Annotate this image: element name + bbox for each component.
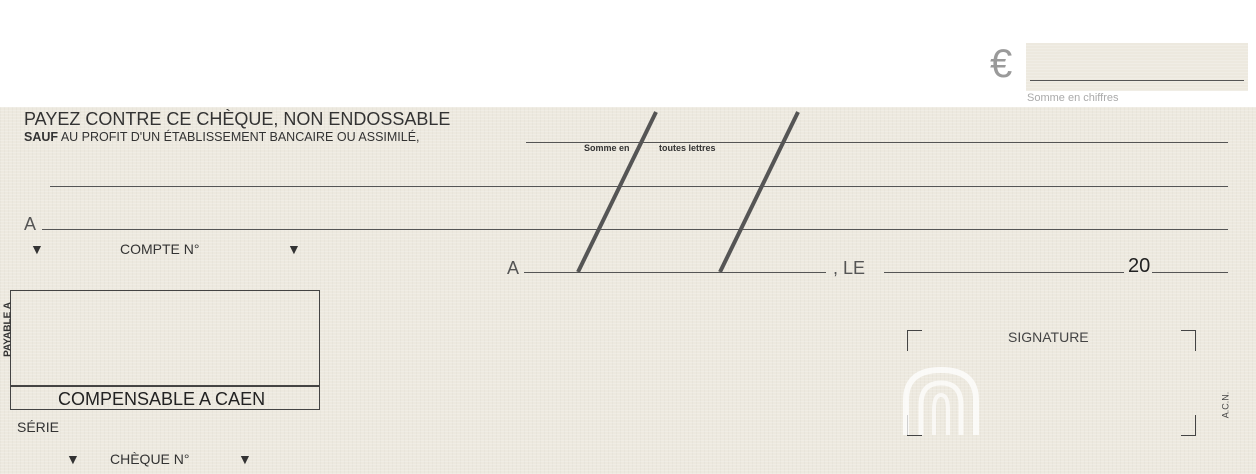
- header-line-2-bold: SAUF: [24, 130, 59, 144]
- account-left-arrow-icon: ▼: [30, 241, 44, 257]
- header-line-1: [24, 110, 450, 128]
- year-prefix: 20: [1128, 255, 1151, 277]
- cheque-number-label: CHÈQUE N°: [110, 451, 190, 467]
- header-line-1-regular: PAYEZ CONTRE CE CHÈQUE,: [24, 109, 284, 129]
- cheque-number-right-arrow-icon: ▼: [238, 451, 252, 467]
- amount-words-line-1[interactable]: [526, 142, 1228, 143]
- bank-logo-watermark-icon: [896, 355, 996, 455]
- compensable-label: COMPENSABLE A CAEN: [58, 389, 266, 409]
- payable-vertical-label: PAYABLE A: [2, 302, 14, 357]
- header-line-1-bold: NON ENDOSSABLE: [283, 109, 451, 129]
- amount-figures-caption: Somme en chiffres: [1027, 92, 1119, 104]
- amount-words-line-2[interactable]: [50, 186, 1228, 187]
- serie-label: SÉRIE: [17, 419, 60, 435]
- cheque-number-left-arrow-icon: ▼: [66, 451, 80, 467]
- date-line[interactable]: [884, 272, 1124, 273]
- signature-label: SIGNATURE: [1008, 329, 1089, 345]
- date-label: , LE: [833, 258, 866, 278]
- amount-words-caption-part1: Somme en: [584, 143, 630, 153]
- amount-words-caption-part2: toutes lettres: [659, 143, 716, 153]
- amount-figures-line: [1030, 80, 1244, 81]
- header-line-2: [24, 131, 420, 144]
- amount-figures-field[interactable]: [1026, 43, 1248, 91]
- account-label: COMPTE N°: [120, 241, 200, 257]
- year-line[interactable]: [1152, 272, 1228, 273]
- header-line-2-regular: AU PROFIT D'UN ÉTABLISSEMENT BANCAIRE OU ASSIMILÉ,: [58, 130, 420, 144]
- signature-corner-top-right: [1181, 330, 1196, 351]
- euro-icon: €: [990, 42, 1013, 86]
- payee-label: A: [24, 214, 37, 234]
- printer-code: A.C.N.: [1220, 391, 1231, 419]
- signature-corner-bottom-right: [1181, 415, 1196, 436]
- account-right-arrow-icon: ▼: [287, 241, 301, 257]
- place-line[interactable]: [524, 272, 826, 273]
- place-label: A: [507, 258, 520, 278]
- payable-box-separator: [10, 385, 320, 387]
- payee-line[interactable]: [42, 229, 1228, 230]
